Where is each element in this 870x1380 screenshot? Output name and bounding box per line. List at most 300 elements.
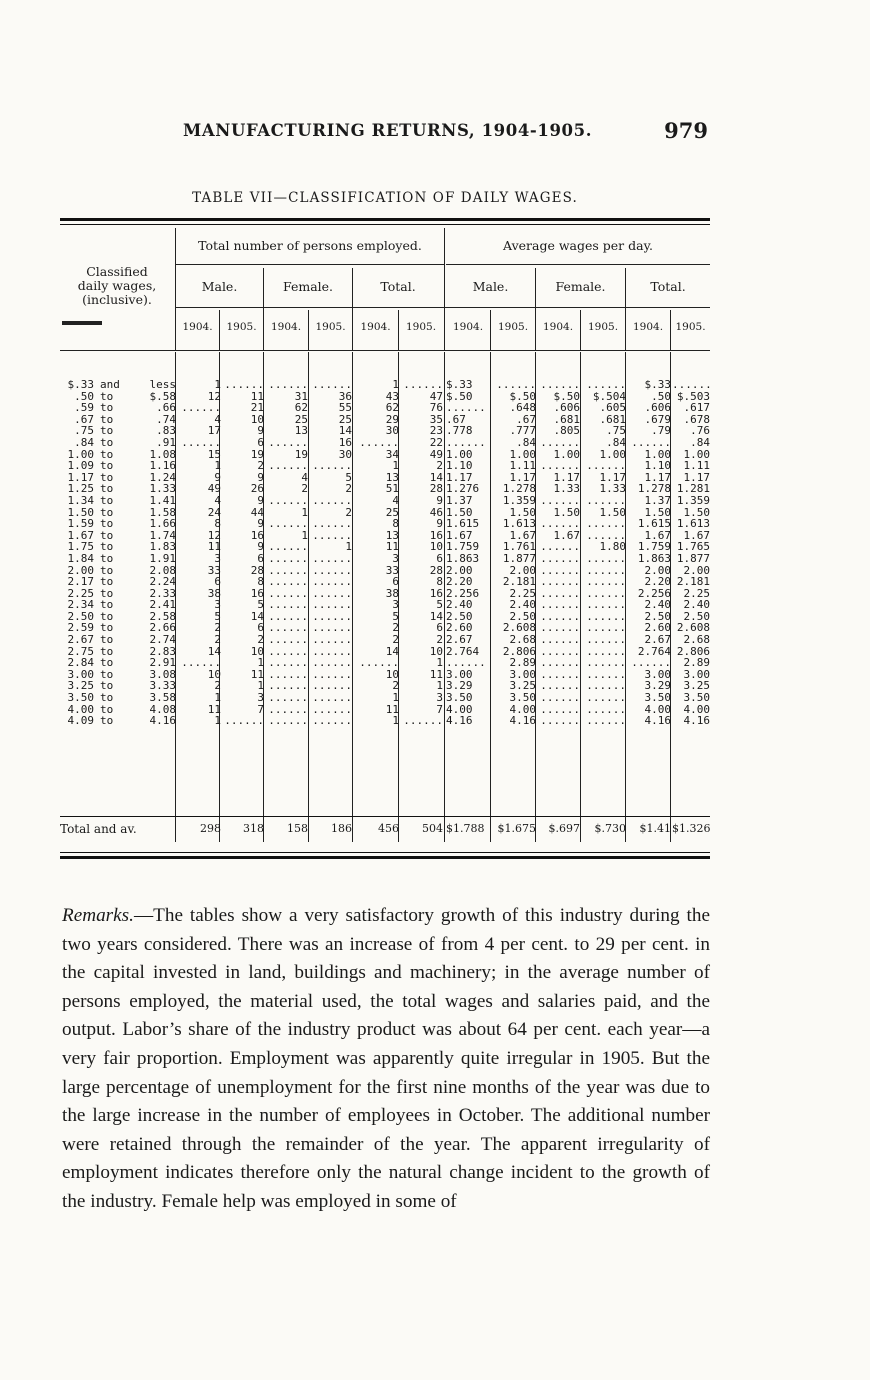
table-cell: ......: [312, 679, 352, 693]
wage-class-connector: to: [100, 401, 114, 415]
table-cell: 28: [429, 482, 443, 496]
wage-class-connector: to: [100, 586, 114, 600]
column-divider: [670, 310, 671, 350]
table-cell: 1: [214, 714, 221, 728]
table-cell: 9: [436, 517, 443, 531]
table-cell: 3.50: [644, 691, 671, 705]
wage-class-connector: to: [100, 435, 114, 449]
table-cell: ......: [586, 459, 626, 473]
table-cell: 3: [392, 598, 399, 612]
table-cell: ......: [268, 609, 308, 623]
table-cell: .67: [446, 412, 466, 426]
wage-class-to: .66: [156, 401, 176, 415]
table-cell: 1: [214, 691, 221, 705]
table-cell: 49: [207, 482, 221, 496]
table-cell: 11: [429, 667, 443, 681]
table-cell: 14: [207, 644, 221, 658]
wage-class-from: 1.34: [67, 493, 94, 507]
table-cell: $.33: [644, 378, 671, 391]
table-cell: ......: [540, 667, 580, 681]
wage-class-from: 2.25: [67, 586, 94, 600]
table-cell: 2.806: [502, 644, 536, 658]
table-cell: 1.615: [637, 517, 671, 531]
table-cell: 76: [429, 401, 443, 415]
wage-class-to: 4.08: [149, 702, 176, 716]
wage-class-to: 1.66: [149, 517, 176, 531]
table-cell: 2.00: [644, 563, 671, 577]
table-cell: ......: [268, 459, 308, 473]
wage-class-from: 1.67: [67, 528, 94, 542]
table-cell: .84: [516, 435, 536, 449]
column-divider: [175, 228, 176, 350]
table-cell: 33: [207, 563, 221, 577]
wage-class-connector: to: [100, 389, 114, 403]
year-1905-female: 1905.: [315, 321, 346, 333]
table-cell: .805: [553, 424, 580, 438]
table-cell: 1.50: [446, 505, 473, 519]
table-cell: 1.33: [599, 482, 626, 496]
wage-class-to: $.58: [149, 389, 176, 403]
table-cell: .777: [509, 424, 536, 438]
wage-class-connector: to: [100, 424, 114, 438]
total-rule: [60, 816, 710, 817]
wage-class-connector: to: [100, 551, 114, 565]
table-cell: 1: [257, 656, 264, 670]
column-divider: [308, 310, 309, 350]
sub-male-persons: Male.: [201, 279, 238, 294]
column-divider: [444, 228, 445, 350]
table-cell: 1: [257, 679, 264, 693]
table-cell: 25: [338, 412, 352, 426]
table-cell: 1.359: [676, 493, 710, 507]
table-cell: 2.68: [509, 633, 536, 647]
table-cell: 38: [385, 586, 399, 600]
table-cell: ......: [586, 575, 626, 589]
table-cell: 5: [345, 470, 352, 484]
wage-class-from: 2.67: [67, 633, 94, 647]
table-cell: ......: [586, 633, 626, 647]
table-cell: 3.00: [644, 667, 671, 681]
table-cell: 2.89: [509, 656, 536, 670]
table-cell: $.50: [553, 389, 580, 403]
table-cell: 2.40: [644, 598, 671, 612]
table-cell: ......: [540, 702, 580, 716]
table-cell: ......: [586, 691, 626, 705]
year-1904-avg-female: 1904.: [542, 321, 574, 333]
table-cell: 3: [214, 551, 221, 565]
table-cell: ......: [268, 378, 308, 391]
table-cell: 3.00: [509, 667, 536, 681]
table-cell: ......: [586, 586, 626, 600]
wage-class-from: 3.00: [67, 667, 94, 681]
table-cell: 5: [214, 609, 221, 623]
table-cell: ......: [446, 435, 486, 449]
header-line: [176, 307, 710, 308]
table-cell: 1: [301, 528, 308, 542]
table-cell: 4: [214, 412, 221, 426]
table-cell: 1: [301, 505, 308, 519]
table-cell: 10: [207, 667, 221, 681]
table-cell: 21: [250, 401, 264, 415]
column-divider: [219, 310, 220, 350]
table-cell: 4.00: [509, 702, 536, 716]
wage-class-connector: and: [100, 378, 120, 391]
table-cell: 9: [436, 493, 443, 507]
wage-class-to: 2.08: [149, 563, 176, 577]
table-cell: 1.863: [446, 551, 480, 565]
table-cell: 1.615: [446, 517, 480, 531]
table-cell: 12: [207, 389, 221, 403]
wage-class-to: 2.83: [149, 644, 176, 658]
table-cell: 2: [436, 633, 443, 647]
table-cell: 1.00: [599, 447, 626, 461]
table-cell: ......: [540, 493, 580, 507]
table-cell: ......: [312, 378, 352, 391]
table-cell: 1.759: [637, 540, 671, 554]
wage-class-to: 1.16: [149, 459, 176, 473]
table-cell: ......: [268, 667, 308, 681]
year-1905-male: 1905.: [226, 321, 257, 333]
header-line: [446, 264, 710, 265]
wage-class-connector: to: [100, 609, 114, 623]
table-cell: ......: [540, 586, 580, 600]
wage-class-connector: to: [100, 575, 114, 589]
wage-class-to: 2.66: [149, 621, 176, 635]
table-cell: ......: [540, 551, 580, 565]
table-cell: .648: [509, 401, 536, 415]
table-cell: ......: [540, 575, 580, 589]
table-cell: 9: [257, 517, 264, 531]
table-cell: ......: [540, 598, 580, 612]
table-cell: ......: [540, 517, 580, 531]
table-cell: 2.181: [676, 575, 710, 589]
wage-class-from: 3.25: [67, 679, 94, 693]
sub-female-wages: Female.: [555, 279, 606, 294]
table-cell: ......: [312, 702, 352, 716]
table-cell: 4: [214, 493, 221, 507]
table-cell: ......: [540, 563, 580, 577]
table-cell: ......: [359, 435, 399, 449]
table-cell: 3.25: [509, 679, 536, 693]
wage-class-connector: to: [100, 667, 114, 681]
table-cell: 16: [429, 528, 443, 542]
table-cell: 2.764: [446, 644, 480, 658]
wage-class-from: 4.09: [67, 714, 94, 728]
table-cell: 1.281: [676, 482, 710, 496]
table-cell: $.33: [446, 378, 473, 391]
table-cell: 2: [214, 633, 221, 647]
table-cell: .606: [644, 401, 671, 415]
table-cell: 2: [257, 633, 264, 647]
table-cell: 3: [392, 551, 399, 565]
table-cell: 2: [392, 679, 399, 693]
table-cell: 2.00: [509, 563, 536, 577]
table-cell: 1: [214, 378, 221, 391]
table-cell: 2.50: [509, 609, 536, 623]
year-1905-avg-total: 1905.: [675, 321, 706, 333]
table-cell: 2.50: [446, 609, 473, 623]
table-cell: 1.11: [509, 459, 536, 473]
table-cell: ......: [586, 517, 626, 531]
table-cell: 1.67: [446, 528, 473, 542]
wage-class-connector: to: [100, 528, 114, 542]
table-cell: ......: [540, 459, 580, 473]
table-cell: ......: [359, 656, 399, 670]
table-cell: 34: [385, 447, 399, 461]
table-cell: ......: [268, 633, 308, 647]
table-cell: 6: [436, 551, 443, 565]
table-cell: 2.00: [683, 563, 710, 577]
wage-class-to: .91: [156, 435, 176, 449]
table-cell: 2: [392, 621, 399, 635]
year-1904-female: 1904.: [270, 321, 302, 333]
wage-class-to: 1.83: [149, 540, 176, 554]
wage-class-from: .75: [74, 424, 94, 438]
table-cell: ......: [586, 667, 626, 681]
wage-class-to: 1.24: [149, 470, 176, 484]
table-cell: ......: [268, 517, 308, 531]
wage-class-to: 1.74: [149, 528, 176, 542]
wage-class-connector: to: [100, 598, 114, 612]
column-divider: [263, 268, 264, 350]
table-cell: 10: [385, 667, 399, 681]
table-cell: 16: [250, 586, 264, 600]
wage-class-to: 1.58: [149, 505, 176, 519]
table-cell: 5: [436, 598, 443, 612]
wage-class-connector: to: [100, 517, 114, 531]
table-cell: 11: [385, 540, 399, 554]
total-cell: $1.675: [497, 822, 536, 835]
table-cell: 1.278: [502, 482, 536, 496]
table-cell: 10: [429, 540, 443, 554]
wage-class-connector: to: [100, 493, 114, 507]
total-cell: 186: [331, 822, 352, 835]
table-cell: 16: [250, 528, 264, 542]
table-cell: 3: [214, 598, 221, 612]
table-cell: ......: [181, 435, 221, 449]
table-cell: 1.50: [509, 505, 536, 519]
table-cell: 9: [257, 540, 264, 554]
wage-class-connector: to: [100, 447, 114, 461]
table-cell: 16: [338, 435, 352, 449]
table-cell: 47: [429, 389, 443, 403]
table-cell: ......: [224, 714, 264, 728]
table-cell: ......: [540, 540, 580, 554]
table-cell: 1: [392, 459, 399, 473]
wage-class-to: .74: [156, 412, 176, 426]
table-cell: 1.613: [502, 517, 536, 531]
table-cell: ......: [631, 656, 671, 670]
stub-header-3: (inclusive).: [82, 292, 152, 307]
year-1904-total: 1904.: [360, 321, 391, 333]
table-cell: $.50: [446, 389, 473, 403]
year-1904-avg-male: 1904.: [452, 321, 484, 333]
table-top-rule-thin: [60, 224, 710, 225]
table-cell: 1.765: [676, 540, 710, 554]
table-cell: 2.00: [446, 563, 473, 577]
table-cell: ......: [312, 598, 352, 612]
group-persons-header: Total number of persons employed.: [198, 238, 422, 253]
wage-class-from: 1.75: [67, 540, 94, 554]
table-cell: 1.17: [446, 470, 473, 484]
table-cell: 30: [338, 447, 352, 461]
table-cell: ......: [540, 633, 580, 647]
table-cell: 4.16: [446, 714, 473, 728]
wage-class-connector: to: [100, 691, 114, 705]
table-cell: ......: [268, 540, 308, 554]
table-cell: 2.60: [644, 621, 671, 635]
table-cell: 1: [436, 679, 443, 693]
table-cell: 2.40: [509, 598, 536, 612]
wage-class-from: 1.59: [67, 517, 94, 531]
table-cell: ......: [672, 378, 712, 391]
table-cell: 2.256: [446, 586, 480, 600]
table-body: [60, 380, 710, 728]
table-cell: 1.877: [502, 551, 536, 565]
table-cell: ......: [586, 621, 626, 635]
table-cell: 1.759: [446, 540, 480, 554]
table-cell: 35: [429, 412, 443, 426]
table-cell: ......: [224, 378, 264, 391]
table-cell: 46: [429, 505, 443, 519]
table-cell: 1.10: [446, 459, 473, 473]
table-cell: 22: [429, 435, 443, 449]
table-cell: 10: [429, 644, 443, 658]
table-cell: 43: [385, 389, 399, 403]
table-cell: ......: [268, 551, 308, 565]
table-cell: 14: [250, 609, 264, 623]
table-cell: 2.40: [446, 598, 473, 612]
table-cell: ......: [586, 656, 626, 670]
table-cell: 1.863: [637, 551, 671, 565]
table-cell: .678: [683, 412, 710, 426]
wage-class-to: 2.41: [149, 598, 176, 612]
wage-class-to: 1.33: [149, 482, 176, 496]
table-cell: .84: [690, 435, 710, 449]
table-cell: 1.17: [599, 470, 626, 484]
wage-class-from: .50: [74, 389, 94, 403]
table-cell: 51: [385, 482, 399, 496]
table-cell: 7: [257, 702, 264, 716]
table-cell: 28: [250, 563, 264, 577]
table-cell: ......: [540, 435, 580, 449]
wage-class-connector: to: [100, 702, 114, 716]
total-cell: 318: [243, 822, 264, 835]
table-cell: 1.359: [502, 493, 536, 507]
table-cell: 1.00: [644, 447, 671, 461]
table-cell: 1.17: [553, 470, 580, 484]
table-cell: 3.00: [683, 667, 710, 681]
table-cell: 30: [385, 424, 399, 438]
column-divider: [535, 268, 536, 350]
table-cell: .681: [553, 412, 580, 426]
table-cell: 17: [207, 424, 221, 438]
table-cell: ......: [268, 656, 308, 670]
total-cell: $1.41: [639, 822, 671, 835]
table-cell: 12: [207, 528, 221, 542]
table-cell: 1.00: [553, 447, 580, 461]
table-title: TABLE VII—CLASSIFICATION OF DAILY WAGES.: [192, 190, 578, 206]
table-cell: ......: [312, 621, 352, 635]
table-row: [60, 716, 710, 728]
table-cell: ......: [268, 691, 308, 705]
table-cell: 2.68: [683, 633, 710, 647]
table-cell: 5: [257, 598, 264, 612]
table-cell: 2: [345, 482, 352, 496]
table-cell: 3.50: [446, 691, 473, 705]
page-header: [60, 118, 710, 150]
table-cell: 14: [385, 644, 399, 658]
wage-class-connector: to: [100, 540, 114, 554]
table-cell: 16: [429, 586, 443, 600]
table-cell: ......: [268, 714, 308, 728]
table-cell: 10: [250, 412, 264, 426]
table-cell: ......: [312, 714, 352, 728]
sub-female-persons: Female.: [282, 279, 334, 294]
wage-class-from: 1.00: [67, 447, 94, 461]
wage-class-connector: to: [100, 633, 114, 647]
table-cell: 28: [429, 563, 443, 577]
wage-class-connector: to: [100, 621, 114, 635]
table-cell: 2.67: [644, 633, 671, 647]
table-cell: $.50: [509, 389, 536, 403]
wage-class-to: 1.41: [149, 493, 176, 507]
table-cell: ......: [268, 679, 308, 693]
table-cell: .75: [606, 424, 626, 438]
wage-class-to: 2.58: [149, 609, 176, 623]
table-cell: 36: [338, 389, 352, 403]
table-cell: ......: [268, 621, 308, 635]
table-cell: 1.761: [502, 540, 536, 554]
table-cell: 13: [385, 528, 399, 542]
table-cell: 1.278: [637, 482, 671, 496]
table-cell: 6: [257, 621, 264, 635]
table-cell: 6: [392, 575, 399, 589]
table-cell: 2.256: [637, 586, 671, 600]
wage-class-from: 2.84: [67, 656, 94, 670]
sub-total-wages: Total.: [650, 279, 686, 294]
wage-class-connector: to: [100, 679, 114, 693]
wage-class-from: 4.00: [67, 702, 94, 716]
table-cell: 7: [436, 702, 443, 716]
wage-class-from: 2.75: [67, 644, 94, 658]
table-cell: 2.50: [683, 609, 710, 623]
table-cell: 1: [392, 378, 399, 391]
table-cell: 9: [257, 470, 264, 484]
table-cell: ......: [312, 528, 352, 542]
table-cell: .76: [690, 424, 710, 438]
column-divider: [625, 268, 626, 350]
table-cell: ......: [268, 493, 308, 507]
remarks-text: —The tables show a very satisfactory growth of this industry during the two years considered. There was an increase of from 4 per cent. to 29 per cent. in the capital invested in land, buildings and machinery; in the average number of persons employed, the material used, the total wages and salaries paid, and the output. Labor’s share of the industry product was about 64 per cent. each year—a very fair proportion. Employment was apparently quite irregular in 1905. But the large percentage of unemployment for the first nine months of the year was due to the large increase in the number of employees in October. The additional number were retained through the remainder of the year. The apparent irregularity of employment indicates therefore only the natural change incident to the growth of the industry. Female help was employed in some of: [62, 905, 710, 1212]
group-wages-header: Average wages per day.: [503, 238, 653, 253]
table-cell: 2.50: [644, 609, 671, 623]
table-cell: 3.29: [644, 679, 671, 693]
table-cell: 2.67: [446, 633, 473, 647]
wage-class-from: 2.50: [67, 609, 94, 623]
table-cell: ......: [586, 528, 626, 542]
total-cell: 504: [422, 822, 443, 835]
total-cell: $.730: [594, 822, 626, 835]
wage-class-from: .84: [74, 435, 94, 449]
table-cell: .681: [599, 412, 626, 426]
table-cell: ......: [312, 563, 352, 577]
table-cell: 11: [385, 702, 399, 716]
table-cell: ......: [403, 378, 443, 391]
table-cell: 6: [436, 621, 443, 635]
table-cell: 4.16: [509, 714, 536, 728]
table-cell: ......: [586, 644, 626, 658]
